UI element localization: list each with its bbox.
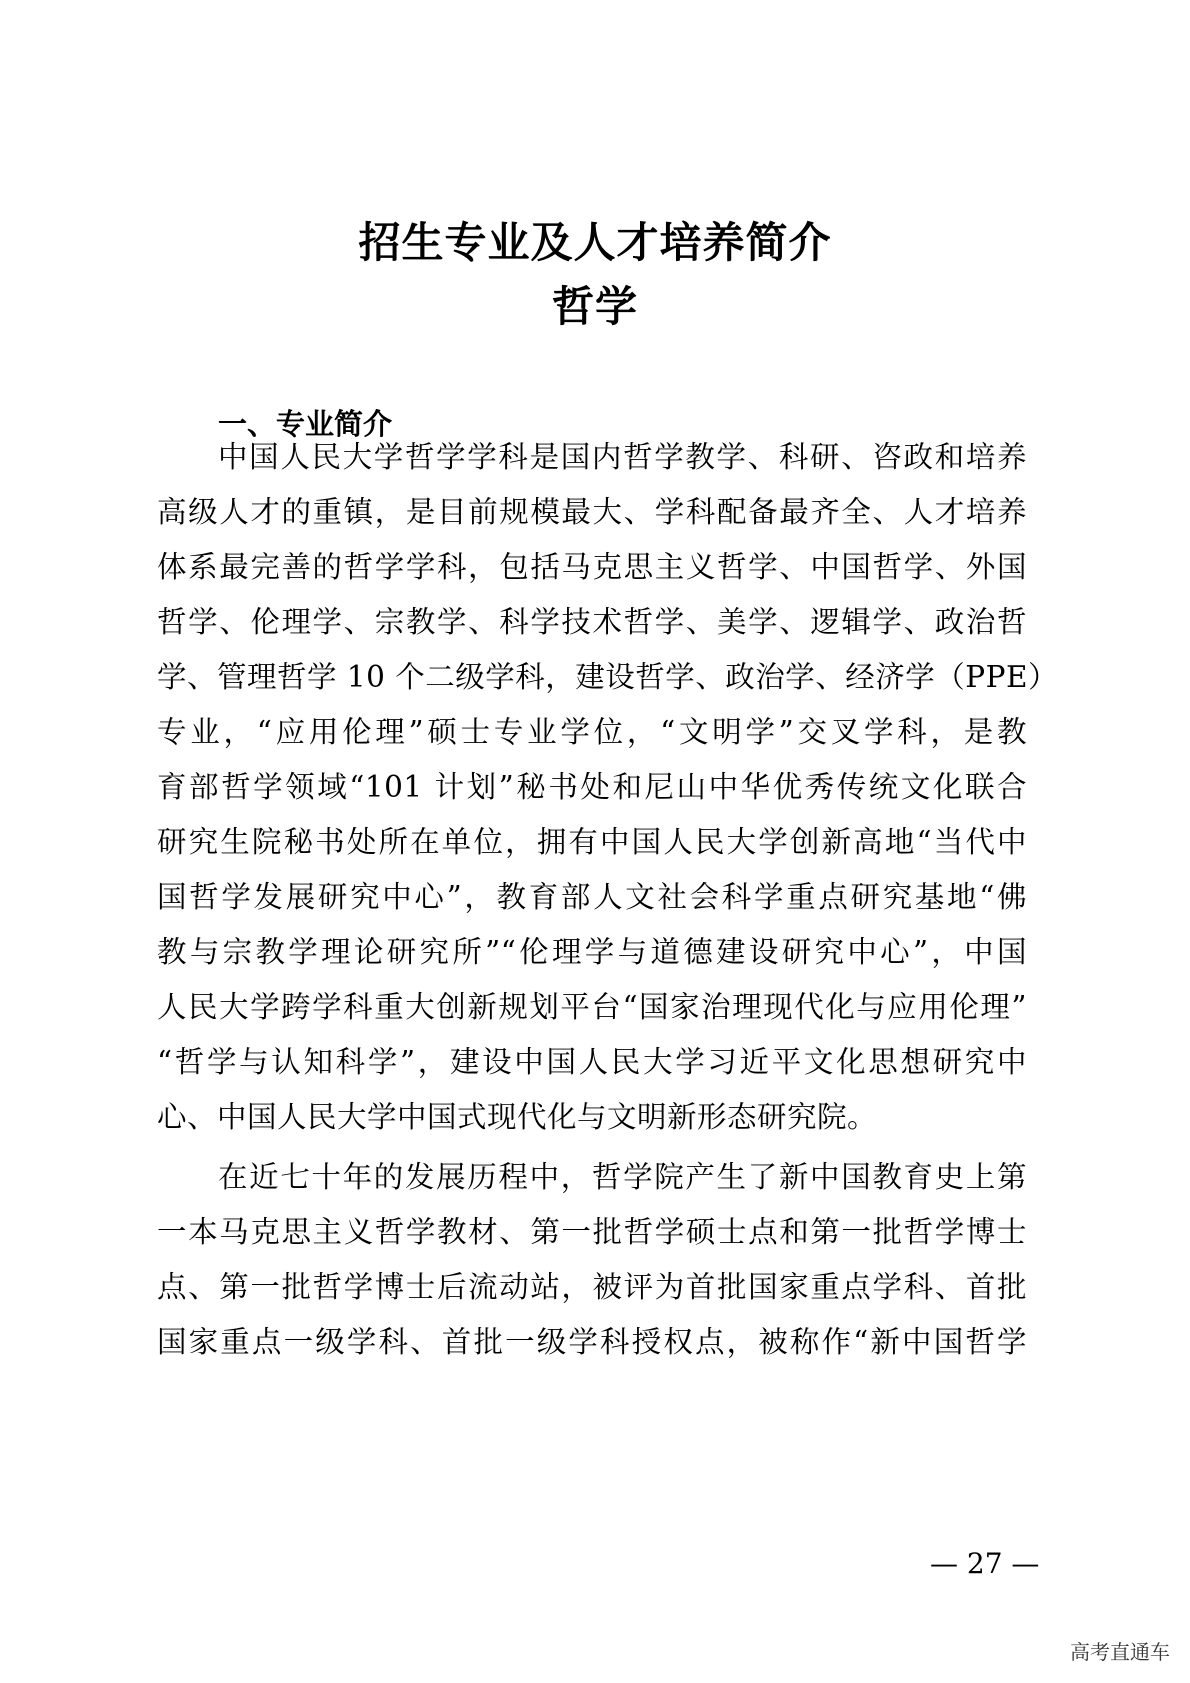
paragraph-line: 国家重点一级学科、首批一级学科授权点，被称作“新中国哲学 <box>157 1325 1027 1359</box>
paragraph-line: 一本马克思主义哲学教材、第一批哲学硕士点和第一批哲学博士 <box>157 1215 1027 1249</box>
paragraph-line: 在近七十年的发展历程中，哲学院产生了新中国教育史上第 <box>218 1160 1027 1194</box>
paragraph-line: 心、中国人民大学中国式现代化与文明新形态研究院。 <box>157 1100 878 1134</box>
watermark-text: 高考直通车 <box>1070 1640 1170 1664</box>
paragraph-line: 哲学、伦理学、宗教学、科学技术哲学、美学、逻辑学、政治哲 <box>157 605 1027 639</box>
paragraph-line: 研究生院秘书处所在单位，拥有中国人民大学创新高地“当代中 <box>157 825 1027 859</box>
paragraph-line: 教与宗教学理论研究所”“伦理学与道德建设研究中心”，中国 <box>157 935 1027 969</box>
paragraph-line: 中国人民大学哲学学科是国内哲学教学、科研、咨政和培养 <box>218 440 1027 474</box>
paragraph-line: 人民大学跨学科重大创新规划平台“国家治理现代化与应用伦理” <box>157 990 1027 1024</box>
paragraph-line: 学、管理哲学 10 个二级学科，建设哲学、政治学、经济学（PPE） <box>157 660 1059 694</box>
paragraph-line: 国哲学发展研究中心”，教育部人文社会科学重点研究基地“佛 <box>157 880 1027 914</box>
section-heading: 一、专业简介 <box>218 407 393 441</box>
page-number: — 27 — <box>930 1547 1040 1580</box>
paragraph-line: 点、第一批哲学博士后流动站，被评为首批国家重点学科、首批 <box>157 1270 1027 1304</box>
paragraph-line: 体系最完善的哲学学科，包括马克思主义哲学、中国哲学、外国 <box>157 550 1027 584</box>
document-title: 招生专业及人才培养简介 <box>358 218 832 267</box>
paragraph-line: 育部哲学领域“101 计划”秘书处和尼山中华优秀传统文化联合 <box>157 770 1027 804</box>
paragraph-line: “哲学与认知科学”，建设中国人民大学习近平文化思想研究中 <box>157 1045 1027 1079</box>
document-subtitle: 哲学 <box>551 282 638 331</box>
paragraph-line: 高级人才的重镇，是目前规模最大、学科配备最齐全、人才培养 <box>157 495 1027 529</box>
paragraph-line: 专业，“应用伦理”硕士专业学位，“文明学”交叉学科，是教 <box>157 715 1027 749</box>
